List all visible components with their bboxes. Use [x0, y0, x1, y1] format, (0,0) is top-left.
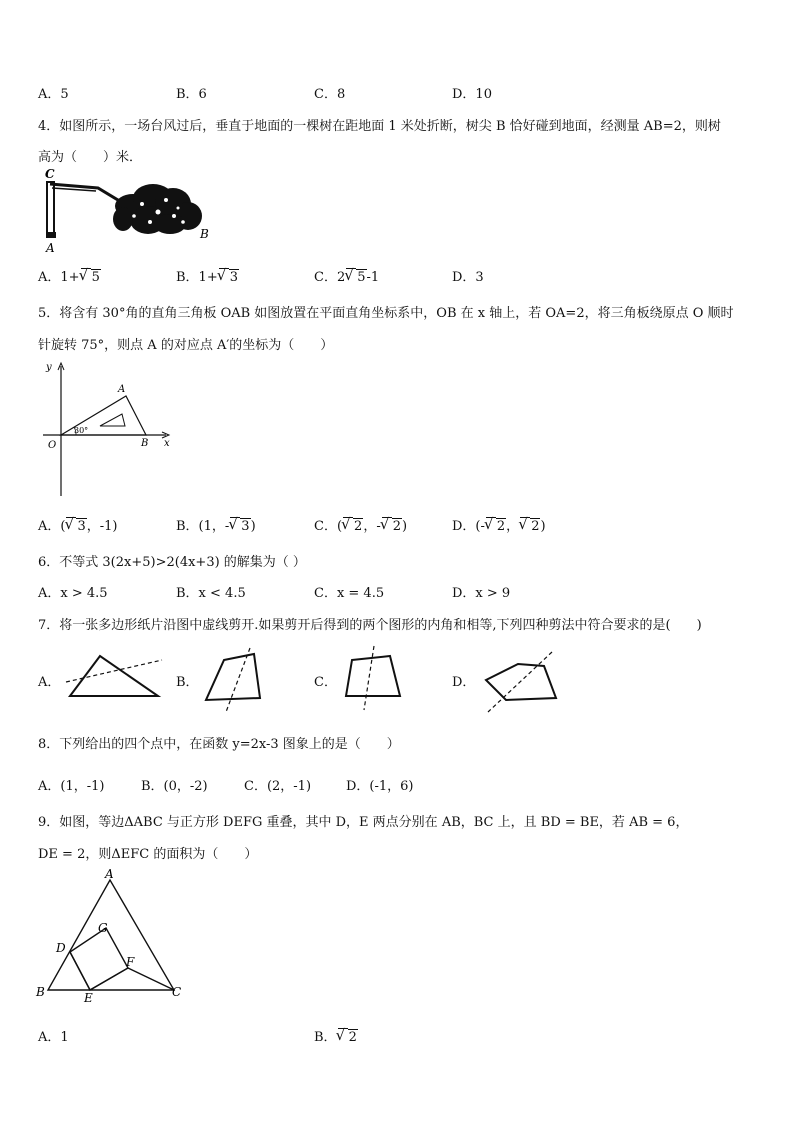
label-O: O — [48, 440, 57, 451]
q5-stem-line1: 5．将含有 30°角的直角三角板 OAB 如图放置在平面直角坐标系中，OB 在 x 轴上，若 OA=2，将三角板绕原点 O 顺时 — [38, 306, 734, 321]
label-x: x — [164, 438, 170, 449]
q8-option-b: B．(0，-2) — [141, 779, 208, 794]
q9-stem-line2: DE = 2，则ΔEFC 的面积为（ ） — [38, 847, 258, 862]
q4-option-a: A．1+ √ 5 — [38, 266, 100, 285]
q3-option-d: D．10 — [452, 87, 492, 102]
q5-option-b: B．(1，- √ 3) — [176, 515, 256, 534]
q7-figure-a — [62, 648, 166, 708]
triangle-abc — [48, 880, 174, 990]
label-angle: 30° — [74, 426, 89, 435]
q8-option-d: D．(-1，6) — [346, 779, 414, 794]
q9-option-a: A．1 — [38, 1030, 69, 1045]
q5-stem-line2: 针旋转 75°，则点 A 的对应点 A′的坐标为（ ） — [38, 338, 334, 353]
q6-option-a: A．x > 4.5 — [38, 586, 108, 601]
q4-option-b: B．1+ √ 3 — [176, 266, 238, 285]
q6-stem: 6．不等式 3(2x+5)>2(4x+3) 的解集为（ ） — [38, 555, 306, 570]
q7-figure-c — [338, 646, 412, 710]
q3-option-a: A．5 — [38, 87, 69, 102]
q7-option-a-label: A． — [38, 675, 61, 690]
q4-option-d: D．3 — [452, 270, 484, 285]
label-F: F — [126, 955, 135, 969]
q4-stem-line1: 4．如图所示，一场台风过后，垂直于地面的一棵树在距地面 1 米处折断，树尖 B 恰好碰到地面，经测量 AB=2，则树 — [38, 119, 721, 134]
tree-foliage — [113, 184, 202, 234]
square-defg — [70, 928, 128, 990]
q5-coordinate-figure — [38, 358, 178, 498]
q6-option-c: C．x = 4.5 — [314, 586, 385, 601]
label-C: C — [45, 167, 55, 181]
q6-option-b: B．x < 4.5 — [176, 586, 246, 601]
label-A: A — [105, 867, 114, 881]
q8-option-c: C．(2，-1) — [244, 779, 312, 794]
triangle-inner-hole — [100, 414, 125, 426]
q4-option-c: C．2 √ 5-1 — [314, 266, 380, 285]
q7-figure-d — [478, 650, 562, 714]
q8-stem: 8．下列给出的四个点中，在函数 y=2x-3 图象上的是（ ） — [38, 737, 400, 752]
q5-option-d: D．(- √ 2， √ 2) — [452, 515, 546, 534]
q7-option-c-label: C． — [314, 675, 337, 690]
q4-stem-line2: 高为（ ）米． — [38, 150, 143, 165]
q7-option-b-label: B． — [176, 675, 199, 690]
label-y: y — [46, 362, 52, 373]
q7-stem: 7．将一张多边形纸片沿图中虚线剪开.如果剪开后得到的两个图形的内角和相等,下列四种剪法中符合要求的是( ) — [38, 618, 702, 633]
q9-option-b: B． √ 2 — [314, 1026, 357, 1045]
label-E: E — [84, 991, 93, 1005]
label-B: B — [36, 985, 45, 999]
q5-option-a: A．( √ 3，-1) — [38, 515, 118, 534]
label-A: A — [46, 241, 55, 255]
label-B: B — [141, 438, 149, 449]
tree-trunk — [47, 182, 54, 237]
label-B: B — [200, 227, 209, 241]
q5-option-c: C．( √ 2，- √ 2) — [314, 515, 408, 534]
q9-triangle-square-figure — [34, 868, 194, 1004]
q4-tree-figure — [38, 164, 218, 254]
q3-option-b: B．6 — [176, 87, 207, 102]
q9-stem-line1: 9．如图，等边ΔABC 与正方形 DEFG 重叠，其中 D，E 两点分别在 AB，BC 上，且 BD = BE，若 AB = 6， — [38, 815, 689, 830]
q8-option-a: A．(1，-1) — [38, 779, 105, 794]
q3-option-c: C．8 — [314, 87, 346, 102]
label-A: A — [118, 384, 126, 395]
q7-option-d-label: D． — [452, 675, 476, 690]
label-G: G — [98, 921, 108, 935]
q6-option-d: D．x > 9 — [452, 586, 511, 601]
q7-figure-b — [200, 648, 272, 712]
label-C: C — [172, 985, 182, 999]
label-D: D — [56, 941, 66, 955]
